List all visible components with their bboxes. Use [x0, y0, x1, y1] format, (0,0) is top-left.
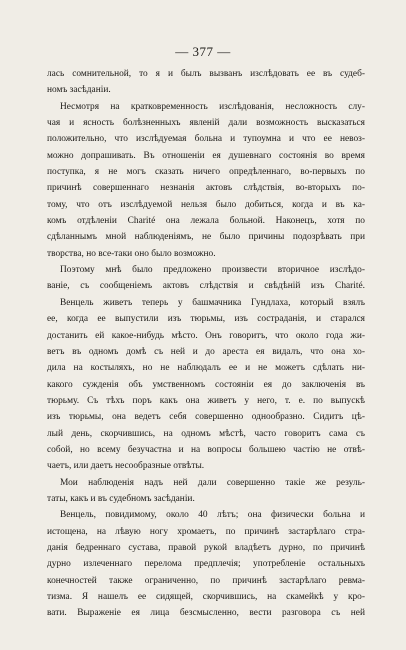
text-line: достанить ей какое-нибудь мѣсто. Онъ говоритъ, что около года жи-: [47, 330, 365, 341]
text-line: дурно излеченнаго перелома предплечія; употребленіе остальныхъ: [47, 559, 365, 570]
text-line: Поэтому мнѣ было предложено произвести вторичное изслѣдо-: [60, 265, 365, 276]
text-line: чаетъ, или даетъ несообразные отвѣты.: [47, 461, 205, 472]
text-line: ветъ въ одномъ домѣ съ ней и до ареста ея видалъ, что она хо-: [47, 346, 365, 357]
text-line: поступка, я не могъ сказать ничего опредѣленнаго, во-первыхъ по: [47, 167, 365, 178]
text-line: можно допрашивать. Въ отношеніи ея душевнаго состоянія во время: [47, 150, 365, 161]
text-line: истощена, на лѣвую ногу хромаетъ, по причинѣ застарѣлаго стра-: [47, 526, 365, 537]
text-line: тому, что отъ изслѣдуемой нельзя было добиться, когда и въ ка-: [47, 199, 365, 210]
text-line: лась сомнительной, то я и былъ вызванъ изслѣдовать ее въ судеб-: [47, 69, 365, 79]
text-line: творства, но все-таки оно было возможно.: [47, 248, 216, 259]
text-line: вати. Выраженіе ея лица безсмысленно, вести разговора съ ней: [47, 608, 365, 619]
text-line: тюрьму. Съ тѣхъ поръ какъ она живетъ у него, т. е. по выпускѣ: [47, 395, 365, 406]
text-line: номъ засѣданіи.: [47, 85, 111, 96]
body-text: [47, 66, 365, 622]
text-line: Несмотря на кратковременность изслѣдованія, несложность слу-: [60, 101, 365, 112]
text-line: данія бедреннаго сустава, правой рукой владѣетъ дурно, по причинѣ: [47, 542, 365, 553]
page-number: — 377 —: [175, 44, 231, 59]
text-line: Венцель, повидимому, около 40 лѣтъ; она физически больна и: [60, 510, 365, 521]
text-line: дила на костыляхъ, но не наблюдалъ ее и не можетъ сдѣлать ни-: [47, 363, 365, 374]
text-line: комъ отдѣленіи Charité она лежала больной. Наконецъ, хотя по: [47, 216, 365, 227]
text-line: тизма. Я нашелъ ее сидящей, скорчившись, на скамейкѣ у кро-: [47, 592, 365, 602]
text-line: ваніе, съ сообщеніемъ актовъ слѣдствія и свѣдѣній изъ Charité.: [47, 281, 365, 292]
text-line: сдѣланнымъ мной наблюденіямъ, не было причины подозрѣвать при: [47, 232, 365, 243]
text-line: собой, но всему безучастна и на вопросы большею частію не отвѣ-: [47, 444, 365, 455]
text-line: причинѣ совершеннаго незнанія актовъ слѣдствія, во-вторыхъ по-: [47, 183, 365, 194]
text-line: Венцель живетъ теперь у башмачника Гундлаха, который взялъ: [60, 297, 365, 308]
text-line: лый день, скорчившись, на одномъ мѣстѣ, часто говоритъ сама съ: [47, 428, 365, 439]
text-line: ее, когда ее выпустили изъ тюрьмы, изъ состраданія, и старался: [47, 314, 365, 325]
text-line: Мои наблюденія надъ ней дали совершенно такіе же резуль-: [60, 477, 365, 488]
text-line: какого сужденія объ умственномъ состояніи ея до заключенія въ: [47, 379, 365, 390]
text-line: конечностей также ограниченно, по причинѣ застарѣлаго ревма-: [47, 575, 365, 586]
text-line: положительно, что изслѣдуемая больна и тупоумна и что ее невоз-: [47, 134, 365, 145]
text-line: изъ тюрьмы, она ведетъ себя совершенно однообразно. Сидитъ цѣ-: [47, 412, 365, 423]
text-line: таты, какъ и въ судебномъ засѣданіи.: [47, 493, 195, 504]
text-line: чая и ясность болѣзненныхъ явленій дали возможность высказаться: [47, 118, 365, 129]
